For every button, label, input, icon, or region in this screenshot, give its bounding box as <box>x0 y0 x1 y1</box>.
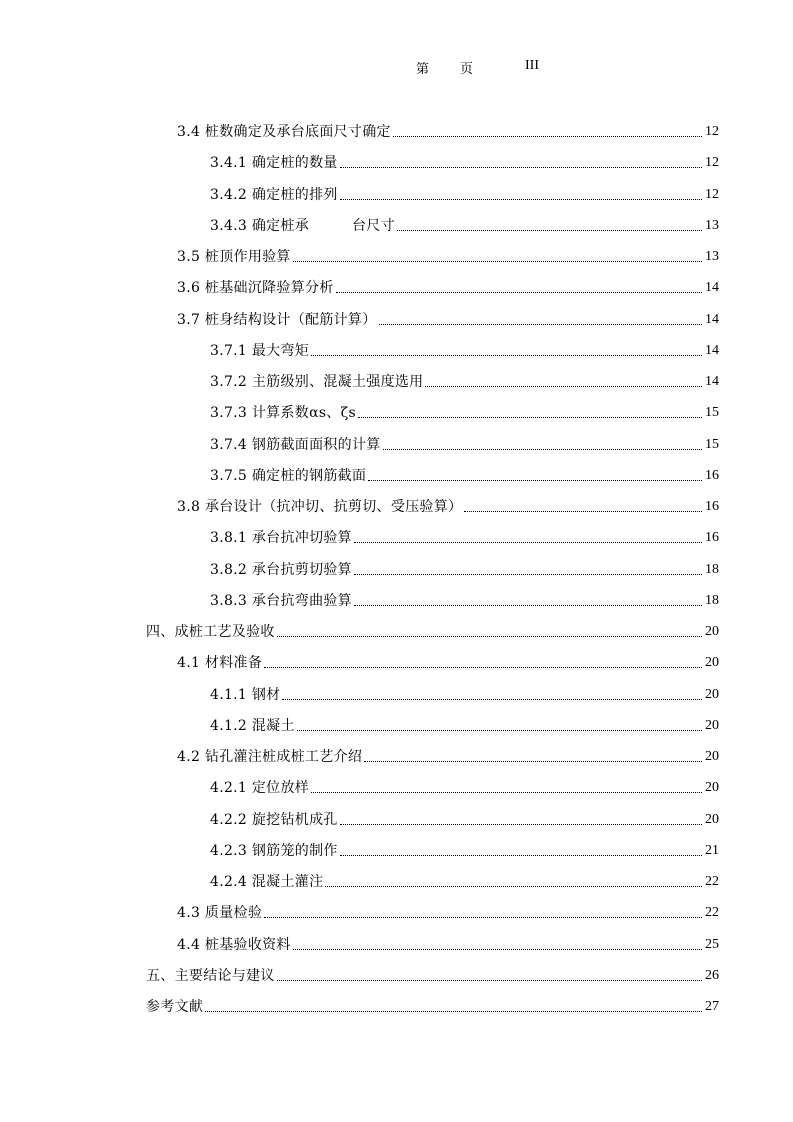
toc-entry-page: 26 <box>705 967 719 983</box>
toc-entry[interactable] <box>177 118 719 142</box>
toc-entry-title: 4.2.1 定位放样 <box>210 780 310 797</box>
toc-entry-title: 参考文献 <box>146 999 204 1015</box>
page-header <box>0 58 793 78</box>
toc-entry[interactable] <box>210 868 719 892</box>
header-page-number: III <box>525 58 539 73</box>
toc-entry-page: 13 <box>705 249 719 264</box>
toc-dot-leader <box>383 449 702 450</box>
toc-entry[interactable] <box>146 962 719 986</box>
toc-dot-leader <box>205 1011 702 1012</box>
toc-entry[interactable] <box>177 931 719 955</box>
toc-entry-title: 3.4.3 确定桩承 台尺寸 <box>210 217 395 234</box>
toc-entry-title: 4.1.2 混凝土 <box>210 717 295 734</box>
toc-dot-leader <box>277 980 702 981</box>
toc-entry-page: 13 <box>705 217 719 233</box>
toc-entry[interactable] <box>177 306 719 330</box>
toc-entry-title: 3.7.3 计算系数αs、ζs <box>210 405 356 422</box>
toc-entry-title: 3.8.1 承台抗冲切验算 <box>210 530 352 547</box>
toc-entry-page: 20 <box>705 811 719 827</box>
toc-entry-page: 15 <box>705 405 719 421</box>
toc-dot-leader <box>264 917 702 918</box>
toc-dot-leader <box>354 605 702 606</box>
toc-dot-leader <box>393 136 702 137</box>
toc-entry[interactable] <box>210 806 719 830</box>
header-di: 第 <box>416 62 430 77</box>
toc-entry-page: 20 <box>705 655 719 671</box>
toc-dot-leader <box>311 792 702 793</box>
toc-entry[interactable] <box>210 524 719 548</box>
toc-entry-title: 3.4.2 确定桩的排列 <box>210 186 338 203</box>
toc-entry-page: 12 <box>705 124 719 139</box>
toc-entry[interactable] <box>210 399 719 423</box>
toc-entry-page: 20 <box>705 717 719 733</box>
toc-entry[interactable] <box>210 181 719 205</box>
toc-entry-page: 27 <box>705 999 719 1014</box>
toc-entry-title: 3.7.5 确定桩的钢筋截面 <box>210 467 367 484</box>
toc-dot-leader <box>425 386 702 387</box>
toc-entry-title: 四、成桩工艺及验收 <box>146 624 275 640</box>
toc-entry-title: 3.8.3 承台抗弯曲验算 <box>210 592 352 609</box>
toc-dot-leader <box>311 355 702 356</box>
toc-dot-leader <box>282 699 702 700</box>
toc-entry[interactable] <box>210 337 719 361</box>
toc-entry[interactable] <box>177 649 719 673</box>
toc-dot-leader <box>293 949 702 950</box>
toc-entry-page: 14 <box>705 311 719 327</box>
toc-entry[interactable] <box>210 368 719 392</box>
toc-entry-title: 3.8 承台设计（抗冲切、抗剪切、受压验算） <box>177 499 463 515</box>
toc-entry-page: 18 <box>705 592 719 608</box>
toc-entry-page: 20 <box>705 780 719 796</box>
toc-entry-page: 18 <box>705 561 719 577</box>
toc-dot-leader <box>340 167 702 168</box>
toc-entry[interactable] <box>210 212 719 236</box>
toc-entry-page: 20 <box>705 749 719 764</box>
toc-entry-title: 4.3 质量检验 <box>177 905 263 922</box>
toc-entry-title: 3.7.4 钢筋截面面积的计算 <box>210 436 381 453</box>
toc-dot-leader <box>264 667 702 668</box>
toc-entry-title: 3.7.1 最大弯矩 <box>210 342 310 359</box>
toc-entry[interactable] <box>177 743 719 767</box>
toc-entry-title: 3.4 桩数确定及承台底面尺寸确定 <box>177 124 391 140</box>
toc-entry[interactable] <box>210 587 719 611</box>
toc-entry-page: 16 <box>705 467 719 483</box>
toc-entry[interactable] <box>210 462 719 486</box>
toc-entry[interactable] <box>210 556 719 580</box>
toc-dot-leader <box>336 292 702 293</box>
toc-entry[interactable] <box>177 899 719 923</box>
toc-dot-leader <box>340 824 702 825</box>
toc-entry-page: 12 <box>705 186 719 202</box>
toc-entry-page: 12 <box>705 155 719 171</box>
toc-entry-title: 3.6 桩基础沉降验算分析 <box>177 280 334 297</box>
toc-entry-page: 16 <box>705 530 719 546</box>
toc-entry-page: 25 <box>705 936 719 952</box>
toc-entry[interactable] <box>210 431 719 455</box>
toc-entry[interactable] <box>210 774 719 798</box>
toc-entry-title: 4.2.4 混凝土灌注 <box>210 874 324 890</box>
toc-entry[interactable] <box>177 493 719 517</box>
toc-dot-leader <box>368 480 702 481</box>
toc-entry-title: 4.1 材料准备 <box>177 655 263 672</box>
toc-entry-page: 16 <box>705 499 719 514</box>
toc-entry-page: 20 <box>705 624 719 639</box>
toc-entry-title: 4.2.2 旋挖钻机成孔 <box>210 811 338 828</box>
toc-dot-leader <box>325 886 702 887</box>
toc-entry-title: 3.4.1 确定桩的数量 <box>210 155 338 172</box>
toc-entry-page: 21 <box>705 842 719 858</box>
toc-entry[interactable] <box>146 993 719 1017</box>
toc-dot-leader <box>379 324 702 325</box>
toc-entry-title: 4.4 桩基验收资料 <box>177 936 291 953</box>
toc-entry-title: 五、主要结论与建议 <box>146 967 275 984</box>
toc-entry-page: 22 <box>705 874 719 889</box>
toc-dot-leader <box>340 199 702 200</box>
header-ye: 页 <box>460 62 474 77</box>
toc-entry-title: 4.1.1 钢材 <box>210 686 281 703</box>
toc-entry[interactable] <box>210 837 719 861</box>
toc-entry-title: 3.7.2 主筋级别、混凝土强度选用 <box>210 374 424 390</box>
toc-dot-leader <box>354 574 702 575</box>
toc-dot-leader <box>354 542 702 543</box>
toc-entry[interactable] <box>177 243 719 267</box>
toc-entry-title: 3.8.2 承台抗剪切验算 <box>210 561 352 578</box>
toc-entry[interactable] <box>210 712 719 736</box>
toc-entry[interactable] <box>177 274 719 298</box>
toc-entry-page: 14 <box>705 374 719 389</box>
toc-entry-page: 20 <box>705 686 719 702</box>
toc-dot-leader <box>277 636 702 637</box>
toc-dot-leader <box>340 855 702 856</box>
toc-entry-title: 4.2.3 钢筋笼的制作 <box>210 842 338 859</box>
toc-entry-title: 4.2 钻孔灌注桩成桩工艺介绍 <box>177 749 363 765</box>
toc-entry-page: 15 <box>705 436 719 452</box>
toc-entry[interactable] <box>210 149 719 173</box>
toc-entry-page: 14 <box>705 342 719 358</box>
toc-entry-title: 3.5 桩顶作用验算 <box>177 249 291 265</box>
toc-dot-leader <box>293 261 702 262</box>
toc-entry-page: 14 <box>705 280 719 296</box>
toc-entry-page: 22 <box>705 905 719 921</box>
toc-dot-leader <box>297 730 702 731</box>
toc-dot-leader <box>358 417 702 418</box>
toc-dot-leader <box>464 511 702 512</box>
toc-dot-leader <box>364 761 702 762</box>
toc-entry[interactable] <box>210 681 719 705</box>
toc-entry[interactable] <box>146 618 719 642</box>
toc-dot-leader <box>397 230 702 231</box>
toc-entry-title: 3.7 桩身结构设计（配筋计算） <box>177 311 377 328</box>
